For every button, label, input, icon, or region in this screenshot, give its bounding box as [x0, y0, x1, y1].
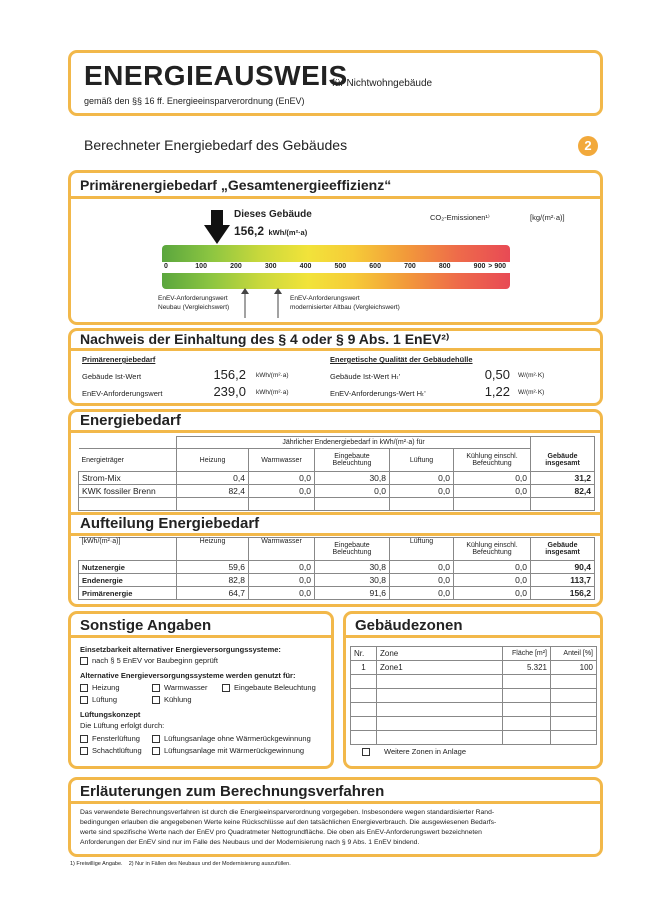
check-label: Lüftung	[92, 695, 118, 704]
row-name: Primärenergie	[79, 587, 177, 600]
energy-demand-header-top: Jährlicher Endenergiebedarf in kWh/(m²·a) für	[177, 437, 531, 449]
other-info-heading-3b: Die Lüftung erfolgt durch:	[80, 721, 165, 730]
zones-col-area: Fläche [m²]	[503, 647, 551, 661]
checkbox[interactable]	[80, 735, 88, 743]
cell: 0,0	[315, 485, 390, 498]
explanation-line: Anforderungen der EnEV sind nur im Falle des Neubaus und der Modernisierung nach § 9 Abs. 1 EnEV bindend.	[80, 839, 420, 846]
table-row-empty	[351, 731, 597, 745]
cell: 0,0	[454, 587, 531, 600]
scale-tick-label: 900	[473, 263, 486, 270]
other-info-heading-1: Einsetzbarkeit alternativer Energieversorgungssysteme:	[80, 645, 281, 654]
table-row-empty	[351, 675, 597, 689]
cell: 91,6	[315, 587, 390, 600]
checkbox[interactable]	[152, 684, 160, 692]
arrow-down-icon	[204, 210, 230, 244]
table-row-empty	[351, 717, 597, 731]
proof-left-label-1: Gebäude Ist-Wert	[82, 372, 142, 381]
breakdown-col-lueftung: Lüftung	[390, 538, 454, 561]
cell: 0,0	[249, 574, 315, 587]
scale-tick-label: 700	[404, 263, 416, 270]
proof-right-label-1: Gebäude Ist-Wert Hₜ'	[330, 372, 401, 381]
scale-tick-label: 0	[164, 263, 168, 270]
cell: 1	[351, 661, 377, 675]
check-label: Fensterlüftung	[92, 734, 140, 743]
row-name: Nutzenergie	[79, 561, 177, 574]
this-building-value: 156,2	[234, 224, 265, 238]
ref-new-marker	[244, 288, 246, 316]
check-mit-wrg[interactable]	[152, 746, 304, 755]
row-name: Strom-Mix	[79, 472, 177, 485]
energy-demand-col0: Energieträger	[79, 449, 177, 472]
energy-demand-col-lueftung: Lüftung	[390, 449, 454, 472]
other-info-heading-3: Lüftungskonzept	[80, 710, 141, 719]
scale-tick-label: 300	[264, 263, 277, 270]
table-row	[79, 472, 595, 485]
checkbox[interactable]	[80, 747, 88, 755]
checkbox[interactable]	[362, 748, 370, 756]
explanation-line: Das verwendete Berechnungsverfahren ist durch die Energieeinsparverordnung vorgegeben. Insbesondere wegen standardisierter Rand-	[80, 809, 495, 816]
cell: 0,0	[390, 561, 454, 574]
explanation-line: bedingungen erlauben die angegebenen Werte keine Rückschlüsse auf den tatsächlichen Energieverbrauch. Die ausgewiesenen Bedarfs-	[80, 819, 497, 826]
arrow-up-icon	[241, 288, 249, 318]
check-lueftung[interactable]	[80, 695, 117, 704]
scale-tick-label: 200	[230, 263, 242, 270]
check-label: Lüftungsanlage mit Wärmerückgewinnung	[164, 746, 305, 755]
breakdown-col-total: Gebäude insgesamt	[531, 538, 595, 561]
proof-left-label-2: EnEV-Anforderungswert	[82, 389, 163, 398]
check-label: Heizung	[92, 683, 120, 692]
proof-divider	[68, 348, 603, 351]
cell: 0,0	[249, 561, 315, 574]
document-subtitle: gemäß den §§ 16 ff. Energieeinsparverordnung (EnEV)	[84, 96, 305, 106]
co2-label: CO₂-Emissionen¹⁾	[430, 213, 490, 222]
checkbox[interactable]	[152, 747, 160, 755]
energy-demand-title: Energiebedarf	[80, 412, 181, 429]
check-label: Warmwasser	[164, 683, 208, 692]
explanation-line: werte sind spezifische Werte nach der EnEV pro Quadratmeter Nettogrundfläche. Die oben als EnEV-Anforderungswert bezeichneten	[80, 829, 482, 836]
ref-new-label-2: Neubau (Vergleichswert)	[158, 304, 230, 311]
other-info-heading-2: Alternative Energieversorgungssysteme werden genutzt für:	[80, 671, 296, 680]
energy-demand-col-warmwasser: Warmwasser	[249, 449, 315, 472]
cell: Zone1	[377, 661, 503, 675]
check-label: Lüftungsanlage ohne Wärmerückgewinnung	[164, 734, 311, 743]
energy-demand-col-heizung: Heizung	[177, 449, 249, 472]
cell: 0,0	[249, 472, 315, 485]
explanation-divider	[68, 801, 603, 804]
explanation-title: Erläuterungen zum Berechnungsverfahren	[80, 783, 385, 800]
checkbox[interactable]	[152, 696, 160, 704]
energy-demand-divider	[68, 430, 603, 433]
this-building-unit: kWh/(m²·a)	[268, 228, 308, 237]
explanation-text	[80, 808, 496, 848]
proof-right-unit-2: W/(m²·K)	[518, 389, 545, 396]
cell-total: 82,4	[531, 485, 595, 498]
row-name: Endenergie	[79, 574, 177, 587]
cell-total: 113,7	[531, 574, 595, 587]
zones-col-zone: Zone	[377, 647, 503, 661]
breakdown-col-heizung: Heizung	[177, 538, 249, 561]
proof-left-value-2: 239,0	[213, 384, 246, 399]
proof-right-label-2: EnEV-Anforderungs-Wert Hₜ'	[330, 389, 426, 398]
ref-new-label-1: EnEV-Anforderungswert	[158, 295, 228, 302]
check-tested[interactable]	[80, 656, 218, 665]
check-label: Schachtlüftung	[92, 746, 142, 755]
breakdown-col-kuehlung: Kühlung einschl. Befeuchtung	[454, 538, 531, 561]
cell: 82,4	[177, 485, 249, 498]
table-row	[351, 661, 597, 675]
ref-old-label-1: EnEV-Anforderungswert	[290, 295, 360, 302]
cell-total: 156,2	[531, 587, 595, 600]
primary-energy-divider	[68, 196, 603, 199]
energy-scale-labels	[162, 263, 510, 273]
cell: 100	[551, 661, 597, 675]
check-label: Kühlung	[164, 695, 192, 704]
table-row	[79, 587, 595, 600]
arrow-up-icon	[274, 288, 282, 318]
document-title-suffix: für Nichtwohngebäude	[332, 78, 433, 89]
checkbox[interactable]	[80, 696, 88, 704]
cell: 0,0	[454, 574, 531, 587]
check-ohne-wrg[interactable]	[152, 734, 311, 743]
table-row	[79, 485, 595, 498]
document-title: ENERGIEAUSWEIS	[84, 60, 348, 91]
proof-left-unit-1: kWh/(m²·a)	[256, 372, 289, 379]
proof-left-value-1: 156,2	[213, 367, 246, 382]
this-building-label: Dieses Gebäude	[234, 209, 312, 220]
check-warmwasser[interactable]	[152, 683, 207, 692]
other-info-divider	[68, 635, 334, 638]
scale-tick-label: 600	[369, 263, 381, 270]
cell: 64,7	[177, 587, 249, 600]
zones-col-nr: Nr.	[351, 647, 377, 661]
breakdown-title: Aufteilung Energiebedarf	[80, 515, 260, 532]
check-heizung[interactable]	[80, 683, 120, 692]
scale-tick-label: > 900	[488, 263, 506, 270]
zones-divider	[343, 635, 603, 638]
other-info-title: Sonstige Angaben	[80, 617, 212, 634]
cell: 59,6	[177, 561, 249, 574]
breakdown-col0: [kWh/(m²·a)]	[79, 538, 177, 561]
cell: 0,0	[249, 587, 315, 600]
proof-right-value-1: 0,50	[484, 367, 510, 382]
cell: 30,8	[315, 561, 390, 574]
cell: 0,0	[454, 561, 531, 574]
breakdown-col-warmwasser: Warmwasser	[249, 538, 315, 561]
cell: 0,0	[390, 574, 454, 587]
ref-old-marker	[277, 288, 279, 316]
breakdown-table	[78, 537, 595, 600]
scale-tick-label: 100	[195, 263, 207, 270]
table-row-empty	[351, 689, 597, 703]
breakdown-col-beleuchtung: Eingebaute Beleuchtung	[315, 538, 390, 561]
page-number-badge: 2	[578, 136, 598, 156]
table-row-empty	[351, 703, 597, 717]
table-row-empty	[79, 498, 595, 511]
cell: 0,0	[249, 485, 315, 498]
cell: 0,0	[454, 472, 531, 485]
check-beleuchtung[interactable]	[222, 683, 316, 692]
cell: 0,0	[390, 587, 454, 600]
check-label: Weitere Zonen in Anlage	[384, 747, 466, 756]
this-building-value-row	[234, 222, 307, 240]
footnote: 1) Freiwillige Angabe. 2) Nur in Fällen des Neubaus und der Modernisierung auszufüllen.	[70, 861, 291, 867]
checkbox[interactable]	[80, 684, 88, 692]
primary-energy-title: Primärenergiebedarf „Gesamtenergieeffizienz“	[80, 177, 392, 193]
table-row	[79, 574, 595, 587]
check-more-zones[interactable]	[362, 747, 466, 756]
scale-tick-label: 500	[334, 263, 347, 270]
cell: 30,8	[315, 574, 390, 587]
checkbox[interactable]	[222, 684, 230, 692]
proof-right-value-2: 1,22	[484, 384, 510, 399]
breakdown-divider	[68, 533, 603, 536]
check-kuehlung[interactable]	[152, 695, 192, 704]
cell: 82,8	[177, 574, 249, 587]
zones-table	[350, 646, 597, 745]
proof-left-unit-2: kWh/(m²·a)	[256, 389, 289, 396]
scale-tick-label: 800	[438, 263, 451, 270]
cell: 0,0	[390, 472, 454, 485]
checkbox[interactable]	[80, 657, 88, 665]
ref-old-label-2: modernisierter Altbau (Vergleichswert)	[290, 304, 400, 311]
proof-right-unit-1: W/(m²·K)	[518, 372, 545, 379]
proof-left-heading: Primärenergiebedarf	[82, 355, 156, 364]
energy-demand-col-beleuchtung: Eingebaute Beleuchtung	[315, 449, 390, 472]
energy-demand-table	[78, 436, 595, 511]
cell: 0,0	[390, 485, 454, 498]
cell: 0,0	[454, 485, 531, 498]
scale-tick-label: 400	[299, 263, 312, 270]
zones-title: Gebäudezonen	[355, 617, 463, 634]
cell-total: 31,2	[531, 472, 595, 485]
check-fenster[interactable]	[80, 734, 140, 743]
table-row	[79, 561, 595, 574]
energy-demand-col-kuehlung: Kühlung einschl. Befeuchtung	[454, 449, 531, 472]
cell-total: 90,4	[531, 561, 595, 574]
check-label: Eingebaute Beleuchtung	[234, 683, 316, 692]
checkbox[interactable]	[152, 735, 160, 743]
section-heading: Berechneter Energiebedarf des Gebäudes	[84, 137, 348, 153]
cell: 0,4	[177, 472, 249, 485]
zones-col-share: Anteil [%]	[551, 647, 597, 661]
co2-unit: [kg/(m²·a)]	[530, 213, 565, 222]
proof-title: Nachweis der Einhaltung des § 4 oder § 9 Abs. 1 EnEV²⁾	[80, 331, 450, 347]
cell: 30,8	[315, 472, 390, 485]
row-name: KWK fossiler Brenn	[79, 485, 177, 498]
cell: 5.321	[503, 661, 551, 675]
check-label: nach § 5 EnEV vor Baubeginn geprüft	[92, 656, 218, 665]
proof-right-heading: Energetische Qualität der Gebäudehülle	[330, 355, 473, 364]
energy-demand-col-total: Gebäude insgesamt	[531, 449, 595, 472]
check-schacht[interactable]	[80, 746, 142, 755]
